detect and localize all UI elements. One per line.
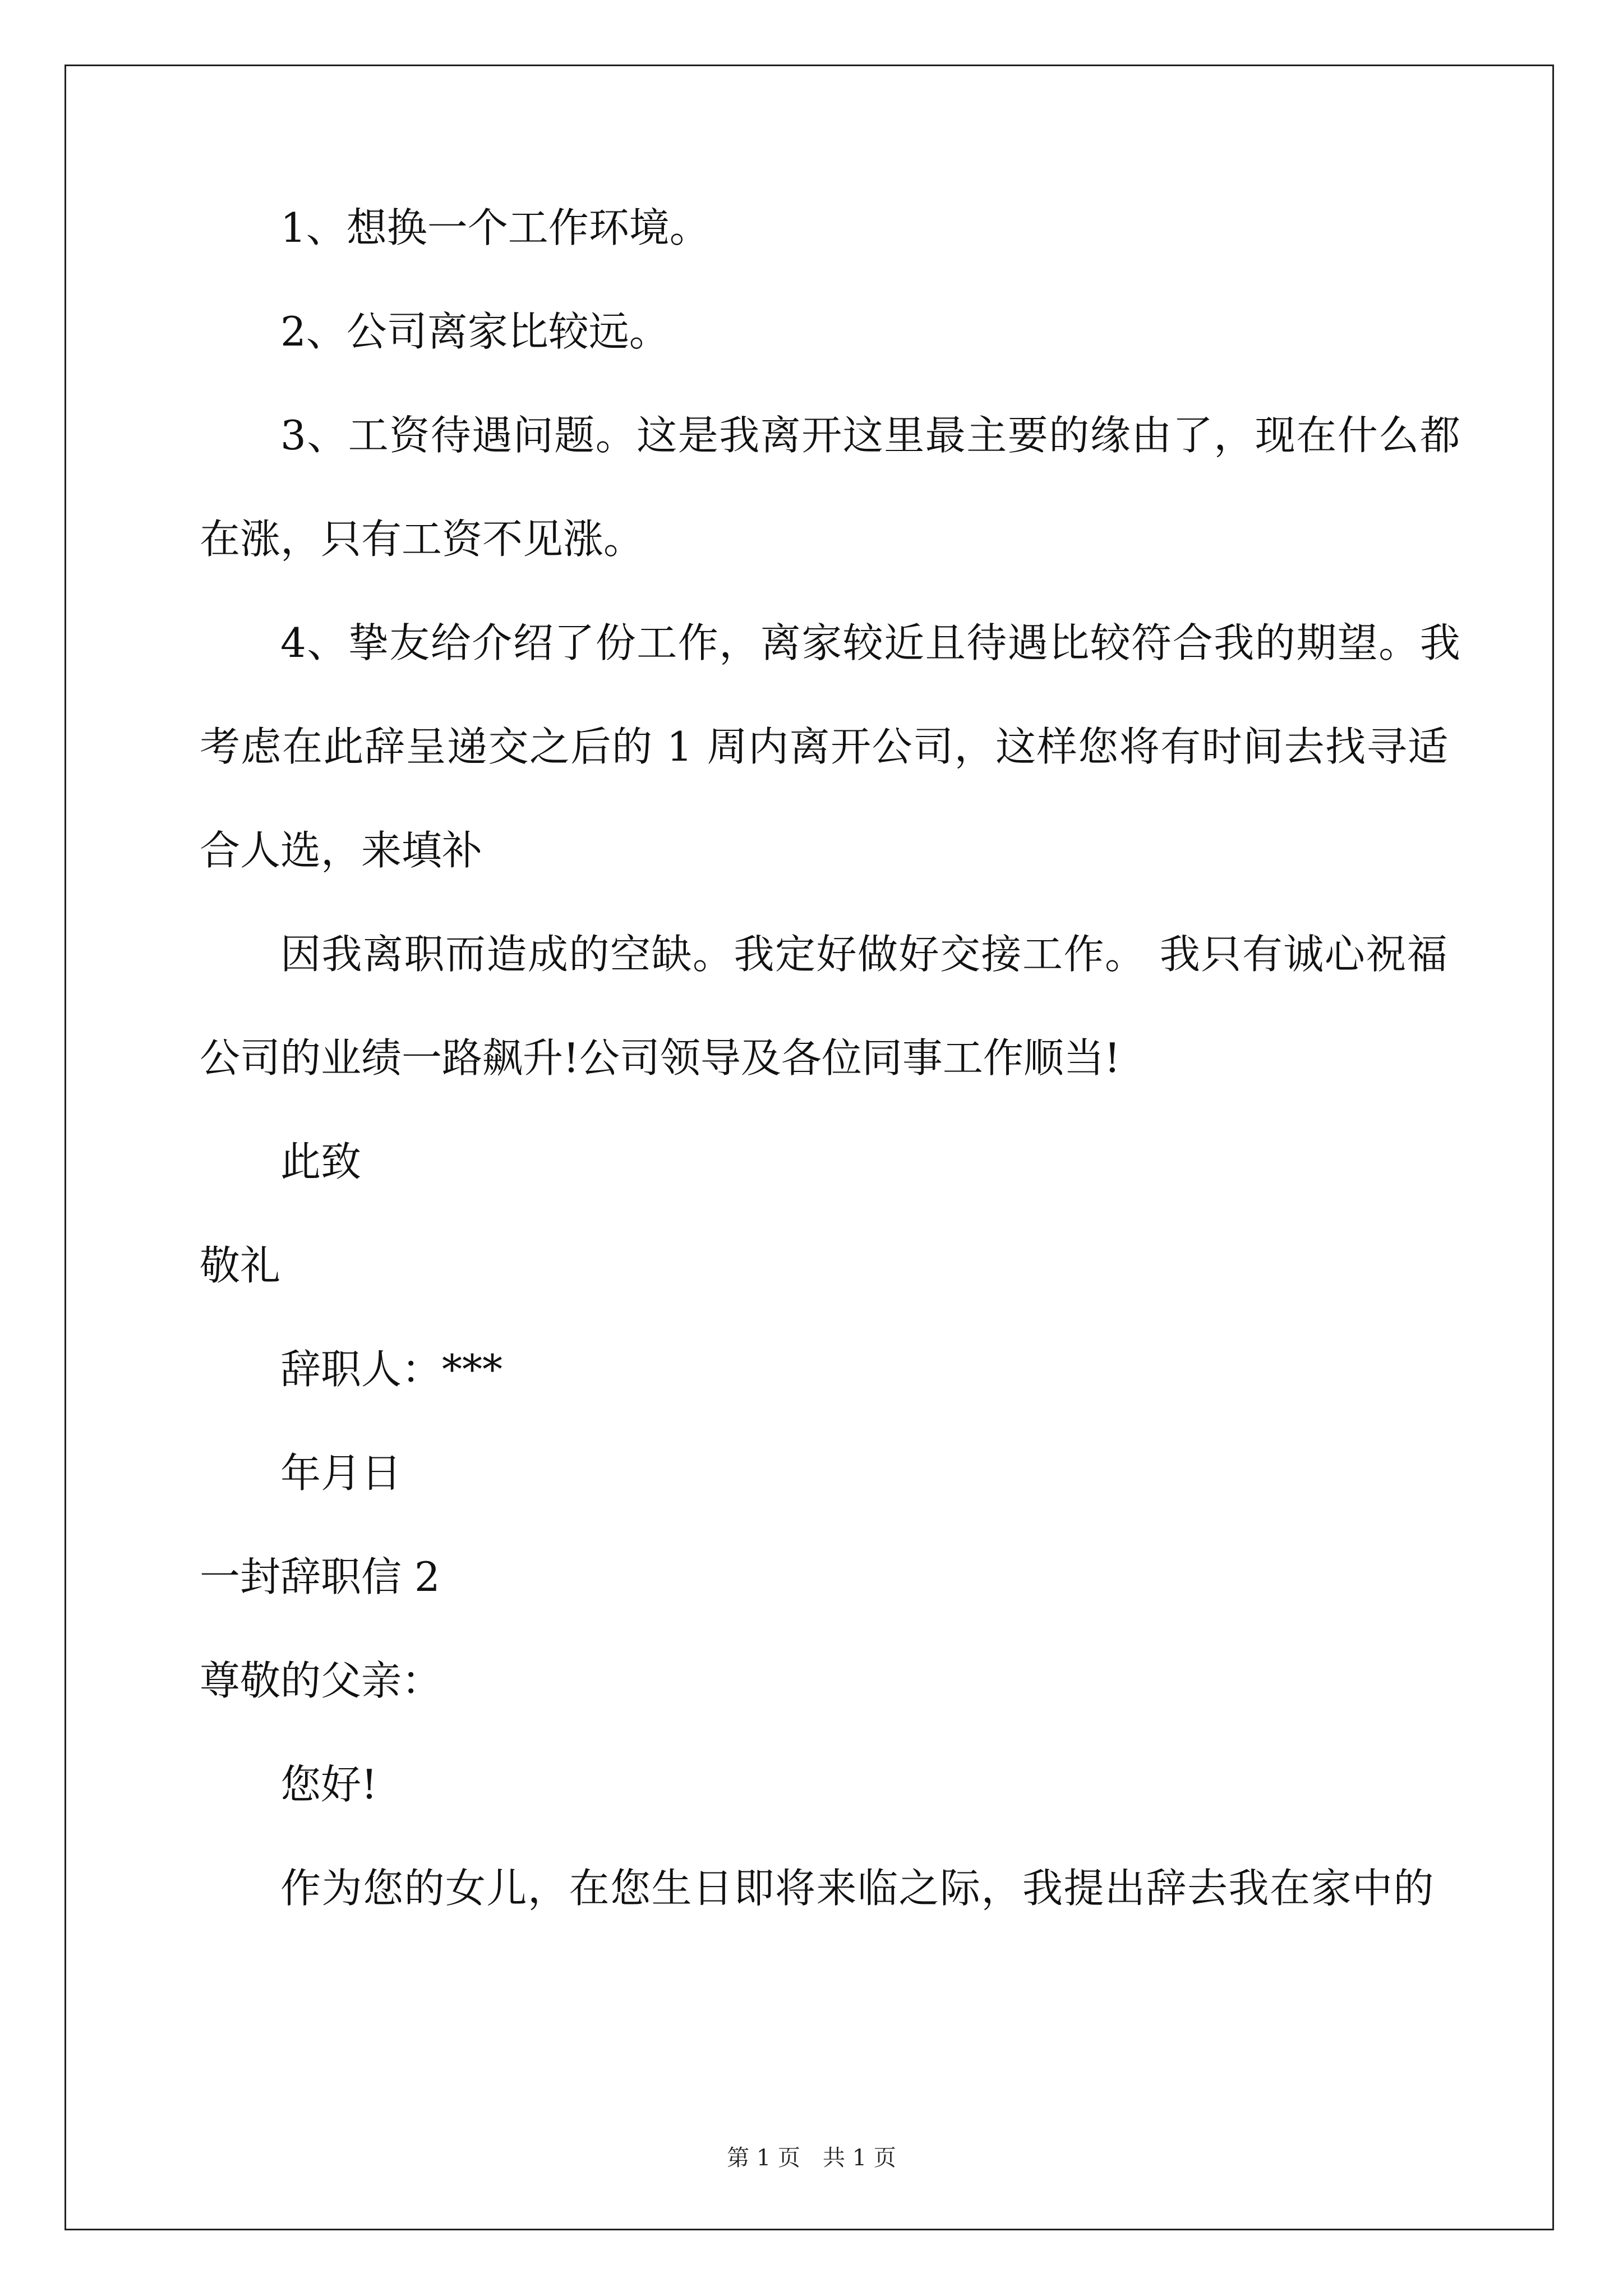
salutation-cizhi: 此致 — [280, 1138, 362, 1185]
paragraph-closing-line-2: 公司的业绩一路飙升!公司领导及各位同事工作顺当! — [200, 1034, 1121, 1082]
letter-body-line-1: 作为您的女儿，在您生日即将来临之际，我提出辞去我在家中的 — [280, 1865, 1435, 1912]
date-line: 年月日 — [280, 1450, 402, 1497]
paragraph-closing-line-1: 因我离职而造成的空缺。我定好做好交接工作。 我只有诚心祝福 — [280, 931, 1449, 978]
page-footer: 第 1 页 共 1 页 — [727, 2145, 896, 2171]
signature-line: 辞职人：*** — [280, 1346, 503, 1393]
paragraph-reason-1: 1、想换一个工作环境。 — [280, 204, 710, 251]
paragraph-reason-4-line-2: 考虑在此辞呈递交之后的 1 周内离开公司，这样您将有时间去找寻适 — [200, 723, 1449, 770]
paragraph-reason-4-line-1: 4、挚友给介绍了份工作，离家较近且待遇比较符合我的期望。我 — [280, 619, 1461, 666]
paragraph-reason-3-line-2: 在涨，只有工资不见涨。 — [200, 516, 644, 563]
paragraph-reason-4-line-3: 合人选，来填补 — [200, 827, 483, 874]
paragraph-reason-2: 2、公司离家比较远。 — [280, 308, 670, 355]
letter-greeting: 您好! — [280, 1761, 377, 1808]
letter-addressee: 尊敬的父亲： — [200, 1657, 442, 1704]
paragraph-reason-3-line-1: 3、工资待遇问题。这是我离开这里最主要的缘由了，现在什么都 — [280, 412, 1461, 459]
salutation-jingli: 敬礼 — [200, 1242, 281, 1289]
section-heading: 一封辞职信 2 — [200, 1553, 440, 1600]
